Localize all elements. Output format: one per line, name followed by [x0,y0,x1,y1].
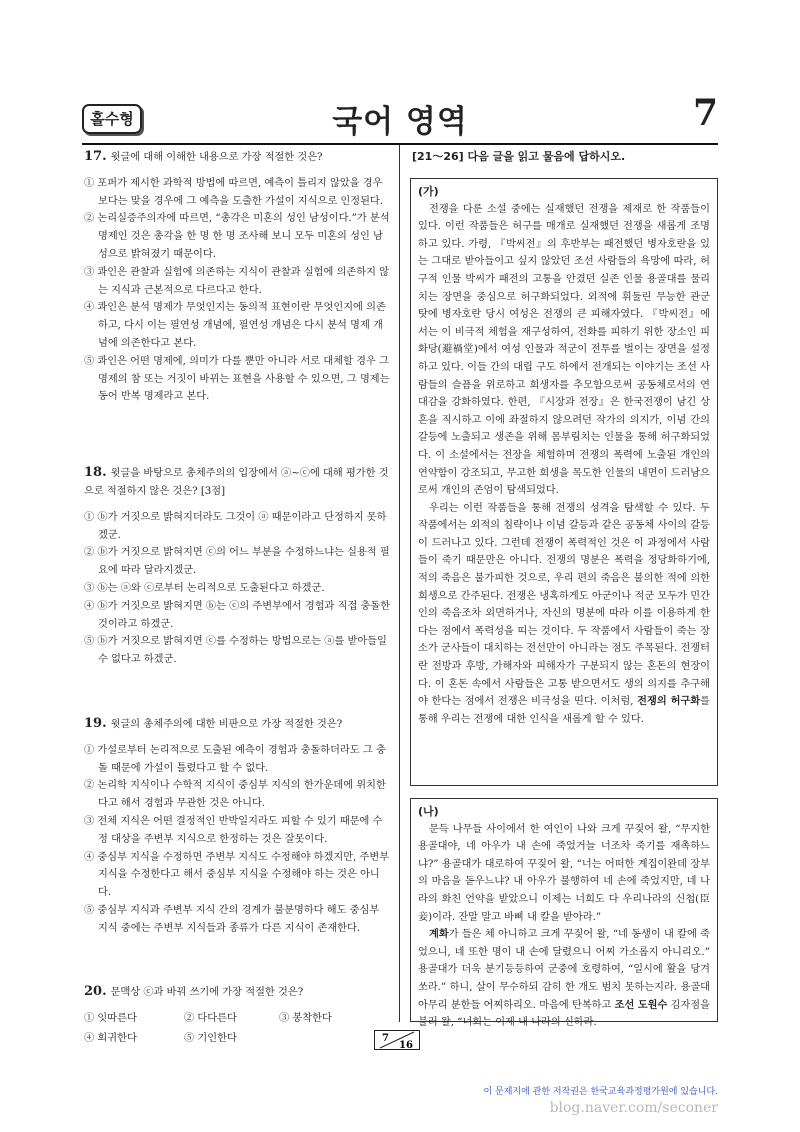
emphasis-gyehwa: 계화 [429,928,449,941]
question-17 [84,148,392,406]
question-number: 20. [84,984,107,1000]
question-number: 19. [84,715,107,731]
option-3[interactable]: ③ 전체 지식은 어떤 결정적인 반박일지라도 피할 수 있기 때문에 수정 대상을 주변부 지식으로 한정하는 것은 잘못이다. [84,815,383,845]
options-grid [84,1010,392,1048]
left-column [84,148,392,1048]
question-number: 17. [84,149,107,164]
option-3[interactable]: ③ ⓑ는 ⓐ와 ⓒ로부터 논리적으로 도출된다고 하겠군. [84,582,325,594]
option-5[interactable]: ⑤ ⓑ가 거짓으로 밝혀지면 ⓒ를 수정하는 방법으로는 ⓐ를 받아들일 수 없다고 하겠군. [84,636,387,666]
passage-ga-box [410,178,718,786]
question-stem: 문맥상 ⓒ과 바꿔 쓰기에 가장 적절한 것은? [110,987,304,999]
passage-na-paragraph-1: 문득 나무들 사이에서 한 여인이 나와 크게 꾸짖어 왈, “무지한 용골대야, 네 아우가 내 손에 죽었거늘 너조차 죽기를 재촉하느냐?” 용골대가 대로하여 꾸짖어 왈, “너는 어떠한 계집이완데 장부의 마음을 돋우느냐? 내 아우가 불행하여 네 손에 죽었지만, 네 나라의 화친 언약을 받았으니 이제는 너희도 다 우리나라의 신첩(臣妾)이라. 잔말 말고 바삐 내 칼을 받아라.” [418,823,710,923]
page-title: 국어 영역 [332,104,468,140]
passage-ga-paragraph-1: 전쟁을 다룬 소설 중에는 실재했던 전쟁을 제재로 한 작품들이 있다. 이런 작품들은 허구를 매개로 실재했던 전쟁을 새롭게 조명하고 있다. 가령, 『박씨전』의 후반부는 패전했던 병자호란을 있는 그대로 받아들이고 싶지 않았던 조선 사람들의 욕망에 따라, 허구적 인물 박씨가 패전의 고통을 안겼던 실존 인물 용골대를 물리치는 장면을 중심으로 허구화되었다. 외적에 휘둘린 무능한 관군 탓에 병자호란 당시 여성은 전쟁의 큰 피해자였다. 『박씨전』에서는 이 비극적 체험을 재구성하여, 전화를 피하기 위한 장소인 피화당(避禍堂)에서 여성 인물과 적군이 전투를 벌이는 장면을 설정하고 있다. 이들 간의 대립 구도 하에서 전개되는 이야기는 조선 사람들의 슬픔을 위로하고 희생자를 추모함으로써 공동체로서의 연대감을 강화하였다. 한편, 『시장과 전장』은 한국전쟁이 남긴 상흔을 직시하고 이에 좌절하지 않으려던 작가의 의지가, 이념 간의 갈등에 노출되고 생존을 위해 몸부림치는 인물을 통해 허구화되었다. 이 소설에서는 전장을 체험하며 전쟁의 폭력에 노출된 개인의 연약함이 강조되고, 무고한 희생을 목도한 인물의 내면이 드러남으로써 개인의 존엄이 탐색되었다. [418,203,710,497]
question-18 [84,464,392,669]
option-4[interactable]: ④ 회귀한다 [84,1033,137,1045]
question-number: 18. [84,465,107,481]
passage-na-box [410,798,718,1029]
option-4[interactable]: ④ 중심부 지식을 수정하면 주변부 지식도 수정해야 하겠지만, 주변부 지식을 수정한다고 해서 중심부 지식을 수정해야 하는 것은 아니다. [84,851,390,899]
question-stem: 윗글의 총체주의에 대한 비판으로 가장 적절한 것은? [110,718,343,730]
option-2[interactable]: ② 논리학 지식이나 수학적 지식이 중심부 지식의 한가운데에 위치한다고 해서 경험과 무관한 것은 아니다. [84,780,386,810]
page-number: 7 [692,92,718,134]
option-1[interactable]: ① 가설로부터 논리적으로 도출된 예측이 경험과 충돌하더라도 그 충돌 때문에 가설이 틀렸다고 할 수 없다. [84,744,386,774]
watermark: blog.naver.com/seconer [549,1100,718,1116]
option-4[interactable]: ④ 콰인은 분석 명제가 무엇인지는 동의적 표현이란 무엇인지에 의존하고, 다시 이는 필연성 개념에, 필연성 개념은 다시 분석 명제 개념에 의존한다고 본다. [84,302,386,349]
option-5[interactable]: ⑤ 중심부 지식과 주변부 지식 간의 경계가 불분명하다 해도 중심부 지식 중에는 주변부 지식들과 종류가 다른 지식이 존재한다. [84,904,380,934]
passage-ga-label: (가) [418,185,439,198]
option-5[interactable]: ⑤ 기인한다 [184,1033,237,1045]
emphasis-war-fictionalization: 전쟁의 허구화 [637,695,701,708]
question-19 [84,715,392,938]
option-1[interactable]: ① 잇따른다 [84,1013,137,1025]
header-rule [82,143,718,145]
column-divider [399,145,400,1022]
page-current: 7 [382,1033,389,1044]
option-3[interactable]: ③ 봉착한다 [279,1013,332,1025]
option-1[interactable]: ① ⓑ가 거짓으로 밝혀지더라도 그것이 ⓐ 때문이라고 단정하지 못하겠군. [84,511,387,541]
option-5[interactable]: ⑤ 콰인은 어떤 명제에, 의미가 다를 뿐만 아니라 서로 대체할 경우 그 명제의 참 또는 거짓이 바뀌는 표현을 사용할 수 있으면, 그 명제는 동어 반복 명제라고 본다. [84,355,390,403]
option-2[interactable]: ② ⓑ가 거짓으로 밝혀지면 ⓒ의 어느 부분을 수정하느냐는 실용적 필요에 따라 달라지겠군. [84,547,390,577]
passage-heading: [21～26] 다음 글을 읽고 물음에 답하시오. [412,150,626,163]
question-stem: 윗글에 대해 이해한 내용으로 가장 적절한 것은? [110,152,323,163]
passage-na-label: (나) [418,805,439,818]
option-2[interactable]: ② 논리실증주의자에 따르면, “총각은 미혼의 성인 남성이다.”가 분석 명제인 것은 총각을 한 명 한 명 조사해 보니 모두 미혼의 성인 남성으로 밝혀졌기 때문이다. [84,213,390,260]
passage-ga-paragraph-2: 우리는 이런 작품들을 통해 전쟁의 성격을 탐색할 수 있다. 두 작품에서는 외적의 침략이나 이념 갈등과 같은 공동체 사이의 갈등이 드러나고 있다. 그런데 전쟁이 폭력적인 것은 이 과정에서 사람들이 죽기 때문만은 아니다. 전쟁의 명분은 폭력을 정당화하기에, 적의 죽음은 불가피한 것으로, 우리 편의 죽음은 불의한 적에 의한 희생으로 간주된다. 전쟁은 냉혹하게도 아군이나 적군 모두가 민간인의 죽음조차 외면하거나, 자신의 명분에 따라 이를 이용하게 한다는 점에서 폭력성을 띠는 것이다. 두 작품에서 사람들이 죽는 장소가 군사들이 대치하는 전선만이 아니라는 점도 주목된다. 전쟁터란 전방과 후방, 가해자와 피해자가 구분되지 않는 혼돈의 현장이다. 이 혼돈 속에서 사람들은 고통 받으면서도 생의 의지를 추구해야 한다는 점에서 전쟁은 비극성을 띤다. 이처럼, 전쟁의 허구화를 통해 우리는 전쟁에 대한 인식을 새롭게 할 수 있다. [418,502,711,725]
page-total: 16 [399,1040,413,1051]
option-4[interactable]: ④ ⓑ가 거짓으로 밝혀지면 ⓑ는 ⓒ의 주변부에서 경험과 직접 충돌한 것이라고 하겠군. [84,600,391,630]
option-2[interactable]: ② 다다른다 [184,1013,237,1025]
option-1[interactable]: ① 포퍼가 제시한 과학적 방법에 따르면, 예측이 틀리지 않았을 경우보다는 맞을 경우에 그 예측을 도출한 가설이 지식으로 인정된다. [84,177,384,207]
option-3[interactable]: ③ 콰인은 관찰과 실험에 의존하는 지식이 관찰과 실험에 의존하지 않는 지식과 근본적으로 다르다고 한다. [84,266,390,296]
passage-na-paragraph-2: 계화가 들은 체 아니하고 크게 꾸짖어 왈, “네 동생이 내 칼에 죽었으니, 네 또한 명이 내 손에 달렸으니 어찌 가소롭지 아니리오.” 용골대가 더욱 분기등등하여 군중에 호령하여, “일시에 활을 당겨 쏘라.” 하니, 살이 무수하되 감히 한 개도 범치 못하는지라. 용골대 아무리 분한들 어찌하리오. 마음에 탄복하고 조선 도원수 김자점을 불러 왈, “너희는 이제 내 나라의 신하라. [418,928,710,1029]
question-20 [84,983,392,1047]
page-indicator [374,1030,420,1050]
form-type-badge: 홀수형 [82,104,142,134]
emphasis-commander: 조선 도원수 [614,998,668,1011]
question-stem: 윗글을 바탕으로 총체주의의 입장에서 ⓐ~ⓒ에 대해 평가한 것으로 적절하지 않은 것은? [3점] [84,468,389,497]
copyright-notice: 이 문제지에 관한 저작권은 한국교육과정평가원에 있습니다. [483,1087,718,1097]
